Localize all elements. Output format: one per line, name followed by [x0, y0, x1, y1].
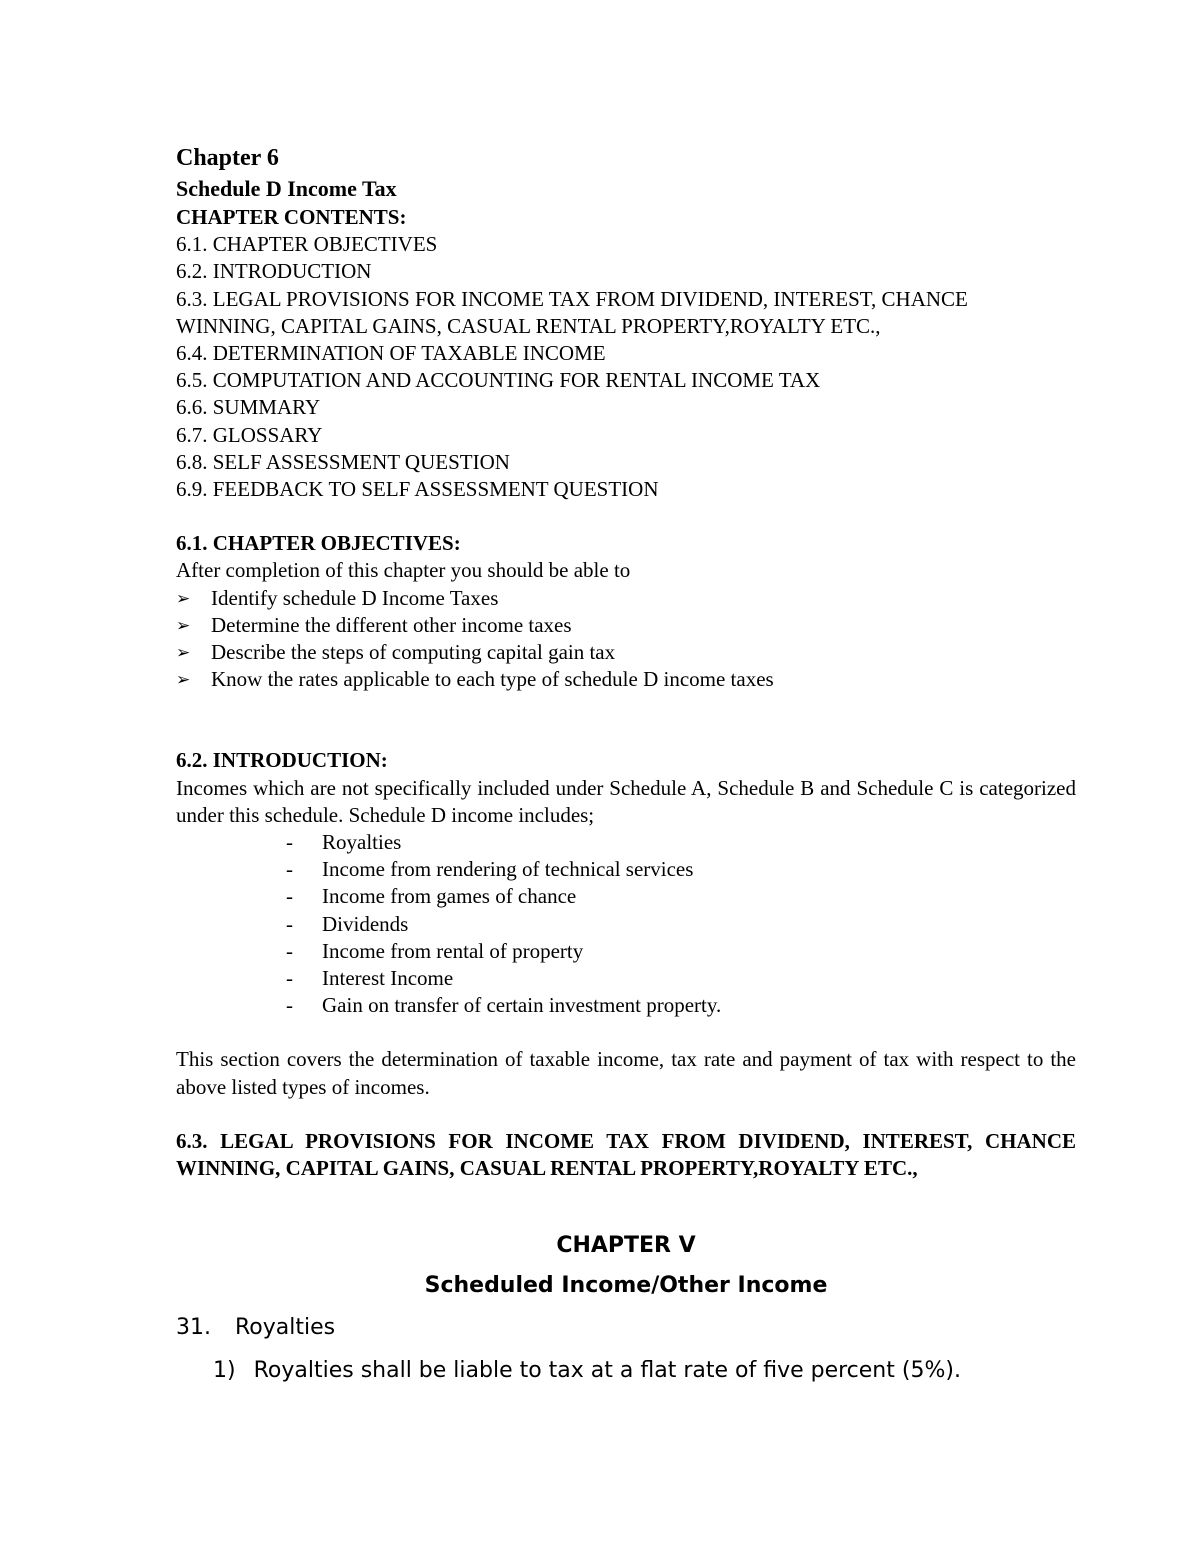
objective-text: Identify schedule D Income Taxes	[211, 585, 499, 610]
excerpt-chapter-heading: CHAPTER V	[556, 1233, 696, 1259]
contents-item: 6.2. INTRODUCTION	[176, 259, 372, 284]
dash-bullet: -	[286, 938, 293, 963]
spacer	[176, 1101, 1076, 1128]
income-type: Income from rendering of technical services	[322, 857, 694, 882]
income-type: Interest Income	[322, 966, 454, 991]
excerpt-title: Scheduled Income/Other Income	[424, 1273, 828, 1299]
list-item	[176, 938, 1076, 965]
dash-bullet: -	[286, 911, 293, 936]
income-type: Gain on transfer of certain investment property.	[322, 993, 722, 1018]
dash-bullet: -	[286, 830, 293, 855]
spacer	[176, 1019, 1076, 1046]
spacer	[176, 693, 1076, 747]
clause-number: 1)	[213, 1358, 236, 1384]
objective-text: Describe the steps of computing capital gain tax	[211, 640, 616, 665]
contents-item: 6.6. SUMMARY	[176, 395, 321, 420]
objectives-list	[176, 585, 1076, 694]
list-item	[176, 992, 1076, 1019]
arrow-bullet-icon: ➢	[176, 588, 191, 608]
document-body	[176, 142, 1076, 1392]
introduction-paragraph: Incomes which are not specifically included under Schedule A, Schedule B and Schedule C is categorized under this schedule. Schedule D income includes;	[176, 775, 1076, 827]
income-type: Income from games of chance	[322, 884, 577, 909]
list-item	[176, 612, 1076, 639]
dash-bullet: -	[286, 857, 293, 882]
chapter-title: Schedule D Income Tax	[176, 176, 397, 201]
income-type: Dividends	[322, 911, 409, 936]
dash-bullet: -	[286, 993, 293, 1018]
list-item	[176, 965, 1076, 992]
objectives-intro: After completion of this chapter you should be able to	[176, 558, 631, 583]
introduction-heading: 6.2. INTRODUCTION:	[176, 748, 388, 773]
spacer	[176, 1182, 1076, 1226]
contents-item: 6.3. LEGAL PROVISIONS FOR INCOME TAX FROM DIVIDEND, INTEREST, CHANCE	[176, 286, 968, 311]
arrow-bullet-icon: ➢	[176, 670, 191, 690]
dash-bullet: -	[286, 884, 293, 909]
arrow-bullet-icon: ➢	[176, 643, 191, 663]
income-type: Income from rental of property	[322, 938, 584, 963]
contents-item: 6.7. GLOSSARY	[176, 422, 323, 447]
contents-item: 6.5. COMPUTATION AND ACCOUNTING FOR RENTAL INCOME TAX	[176, 368, 821, 393]
clause	[176, 1350, 1076, 1392]
article-number: 31.	[176, 1315, 211, 1341]
chapter-number: Chapter 6	[176, 145, 279, 171]
objectives-heading: 6.1. CHAPTER OBJECTIVES:	[176, 531, 461, 556]
legal-provisions-heading: 6.3. LEGAL PROVISIONS FOR INCOME TAX FROM DIVIDEND, INTEREST, CHANCE WINNING, CAPITAL GAINS, CASUAL RENTAL PROPERTY,ROYALTY ETC.,	[176, 1128, 1076, 1181]
objective-text: Know the rates applicable to each type of schedule D income taxes	[211, 667, 774, 692]
contents-item: 6.1. CHAPTER OBJECTIVES	[176, 232, 438, 257]
closing-paragraph: This section covers the determination of taxable income, tax rate and payment of tax with respect to the above listed types of incomes.	[176, 1047, 1076, 1099]
list-item	[176, 666, 1076, 693]
list-item	[176, 911, 1076, 938]
contents-item: WINNING, CAPITAL GAINS, CASUAL RENTAL PROPERTY,ROYALTY ETC.,	[176, 313, 881, 338]
schedule-d-list	[176, 829, 1076, 1019]
article-heading	[176, 1306, 1076, 1350]
contents-item: 6.8. SELF ASSESSMENT QUESTION	[176, 449, 510, 474]
list-item	[176, 883, 1076, 910]
objective-text: Determine the different other income taxes	[211, 612, 572, 637]
contents-list	[176, 231, 1076, 503]
list-item	[176, 829, 1076, 856]
income-type: Royalties	[322, 830, 402, 855]
list-item	[176, 856, 1076, 883]
list-item	[176, 585, 1076, 612]
article-title: Royalties	[235, 1315, 336, 1341]
contents-heading: CHAPTER CONTENTS:	[176, 205, 407, 229]
spacer	[176, 503, 1076, 530]
contents-item: 6.9. FEEDBACK TO SELF ASSESSMENT QUESTION	[176, 477, 659, 502]
list-item	[176, 639, 1076, 666]
contents-item: 6.4. DETERMINATION OF TAXABLE INCOME	[176, 341, 606, 366]
arrow-bullet-icon: ➢	[176, 615, 191, 635]
clause-text: Royalties shall be liable to tax at a flat rate of five percent (5%).	[253, 1358, 961, 1384]
dash-bullet: -	[286, 966, 293, 991]
